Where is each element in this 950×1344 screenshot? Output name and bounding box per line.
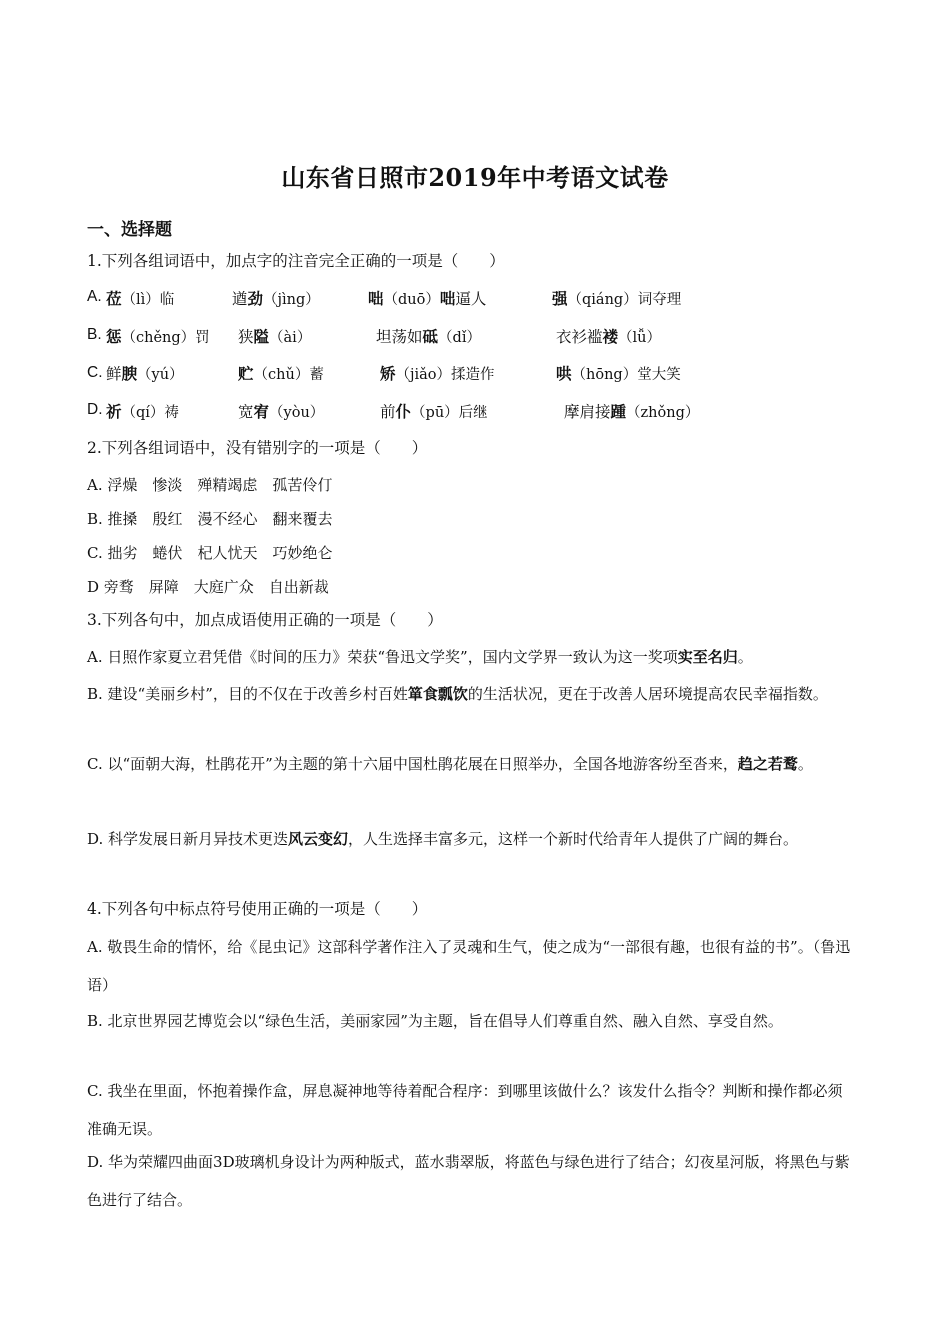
q1-b-item-1: 惩（chěng）罚: [106, 327, 210, 346]
q1-d-item-3: 前仆（pū）后继: [380, 402, 488, 421]
question-1-stem: 1.下列各组词语中，加点字的注音完全正确的一项是（ ）: [87, 252, 505, 270]
q3-option-c: C. 以“面朝大海，杜鹃花开”为主题的第十六届中国杜鹃花展在日照举办，全国各地游客纷至沓来，趋之若鹜。: [87, 755, 813, 773]
q1-c-item-1: 鲜腴（yú）: [106, 364, 184, 383]
q1-option-c-label: C.: [87, 364, 103, 381]
q1-d-item-2: 宽宥（yòu）: [238, 402, 325, 421]
q1-a-item-4: 强（qiáng）词夺理: [552, 289, 682, 308]
q4-option-b: B. 北京世界园艺博览会以“绿色生活，美丽家园”为主题，旨在倡导人们尊重自然、融入自然、享受自然。: [87, 1012, 783, 1030]
q1-c-item-4: 哄（hōng）堂大笑: [556, 364, 681, 383]
q1-a-item-2: 遒劲（jìng）: [232, 289, 320, 308]
q1-b-item-3: 坦荡如砥（dǐ）: [376, 327, 481, 346]
q1-a-item-1: 莅（lì）临: [106, 289, 175, 308]
q4-option-a: A. 敬畏生命的情怀，给《昆虫记》这部科学著作注入了灵魂和生气，使之成为“一部很有趣，也很有益的书”。（鲁迅语）: [87, 938, 851, 994]
question-2-stem: 2.下列各组词语中，没有错别字的一项是（ ）: [87, 439, 428, 457]
q1-a-item-3: 咄（duō）咄逼人: [368, 289, 487, 308]
q1-option-d-label: D.: [87, 401, 103, 418]
q1-option-a-label: A.: [87, 288, 102, 305]
q1-d-item-4: 摩肩接踵（zhǒng）: [564, 402, 700, 421]
q2-option-c: C. 拙劣 蜷伏 杞人忧天 巧妙绝仑: [87, 544, 333, 562]
q4-option-c: C. 我坐在里面，怀抱着操作盒，屏息凝神地等待着配合程序：到哪里该做什么？该发什么指令？判断和操作都必须准确无误。: [87, 1082, 843, 1138]
q1-d-item-1: 祈（qí）祷: [106, 402, 179, 421]
q1-c-item-3: 矫（jiǎo）揉造作: [380, 364, 495, 383]
question-3-stem: 3.下列各句中，加点成语使用正确的一项是（ ）: [87, 611, 443, 629]
q3-option-a: A. 日照作家夏立君凭借《时间的压力》荣获“鲁迅文学奖”，国内文学界一致认为这一奖项实至名归。: [87, 648, 753, 666]
q1-c-item-2: 贮（chǔ）蓄: [238, 364, 324, 383]
q1-b-item-4: 衣衫褴褛（lǚ）: [556, 327, 662, 346]
q1-option-b-label: B.: [87, 326, 102, 343]
question-4-stem: 4.下列各句中标点符号使用正确的一项是（ ）: [87, 900, 428, 918]
page-title: 山东省日照市2019年中考语文试卷: [281, 163, 669, 192]
q3-option-b: B. 建设“美丽乡村”，目的不仅在于改善乡村百姓箪食瓢饮的生活状况，更在于改善人居环境提高农民幸福指数。: [87, 685, 828, 703]
q2-option-b: B. 推搡 殷红 漫不经心 翻来覆去: [87, 510, 333, 528]
q3-option-d: D. 科学发展日新月异技术更迭风云变幻，人生选择丰富多元，这样一个新时代给青年人提供了广阔的舞台。: [87, 830, 799, 848]
q2-option-a: A. 浮燥 惨淡 殚精竭虑 孤苦伶仃: [87, 476, 333, 494]
q1-b-item-2: 狭隘（ài）: [238, 327, 312, 346]
q4-option-d: D. 华为荣耀四曲面3D玻璃机身设计为两种版式，蓝水翡翠版，将蓝色与绿色进行了结合；幻夜星河版，将黑色与紫色进行了结合。: [87, 1153, 850, 1209]
q2-option-d: D 旁骛 屏障 大庭广众 自出新裁: [87, 578, 329, 596]
section-heading: 一、选择题: [87, 220, 172, 240]
